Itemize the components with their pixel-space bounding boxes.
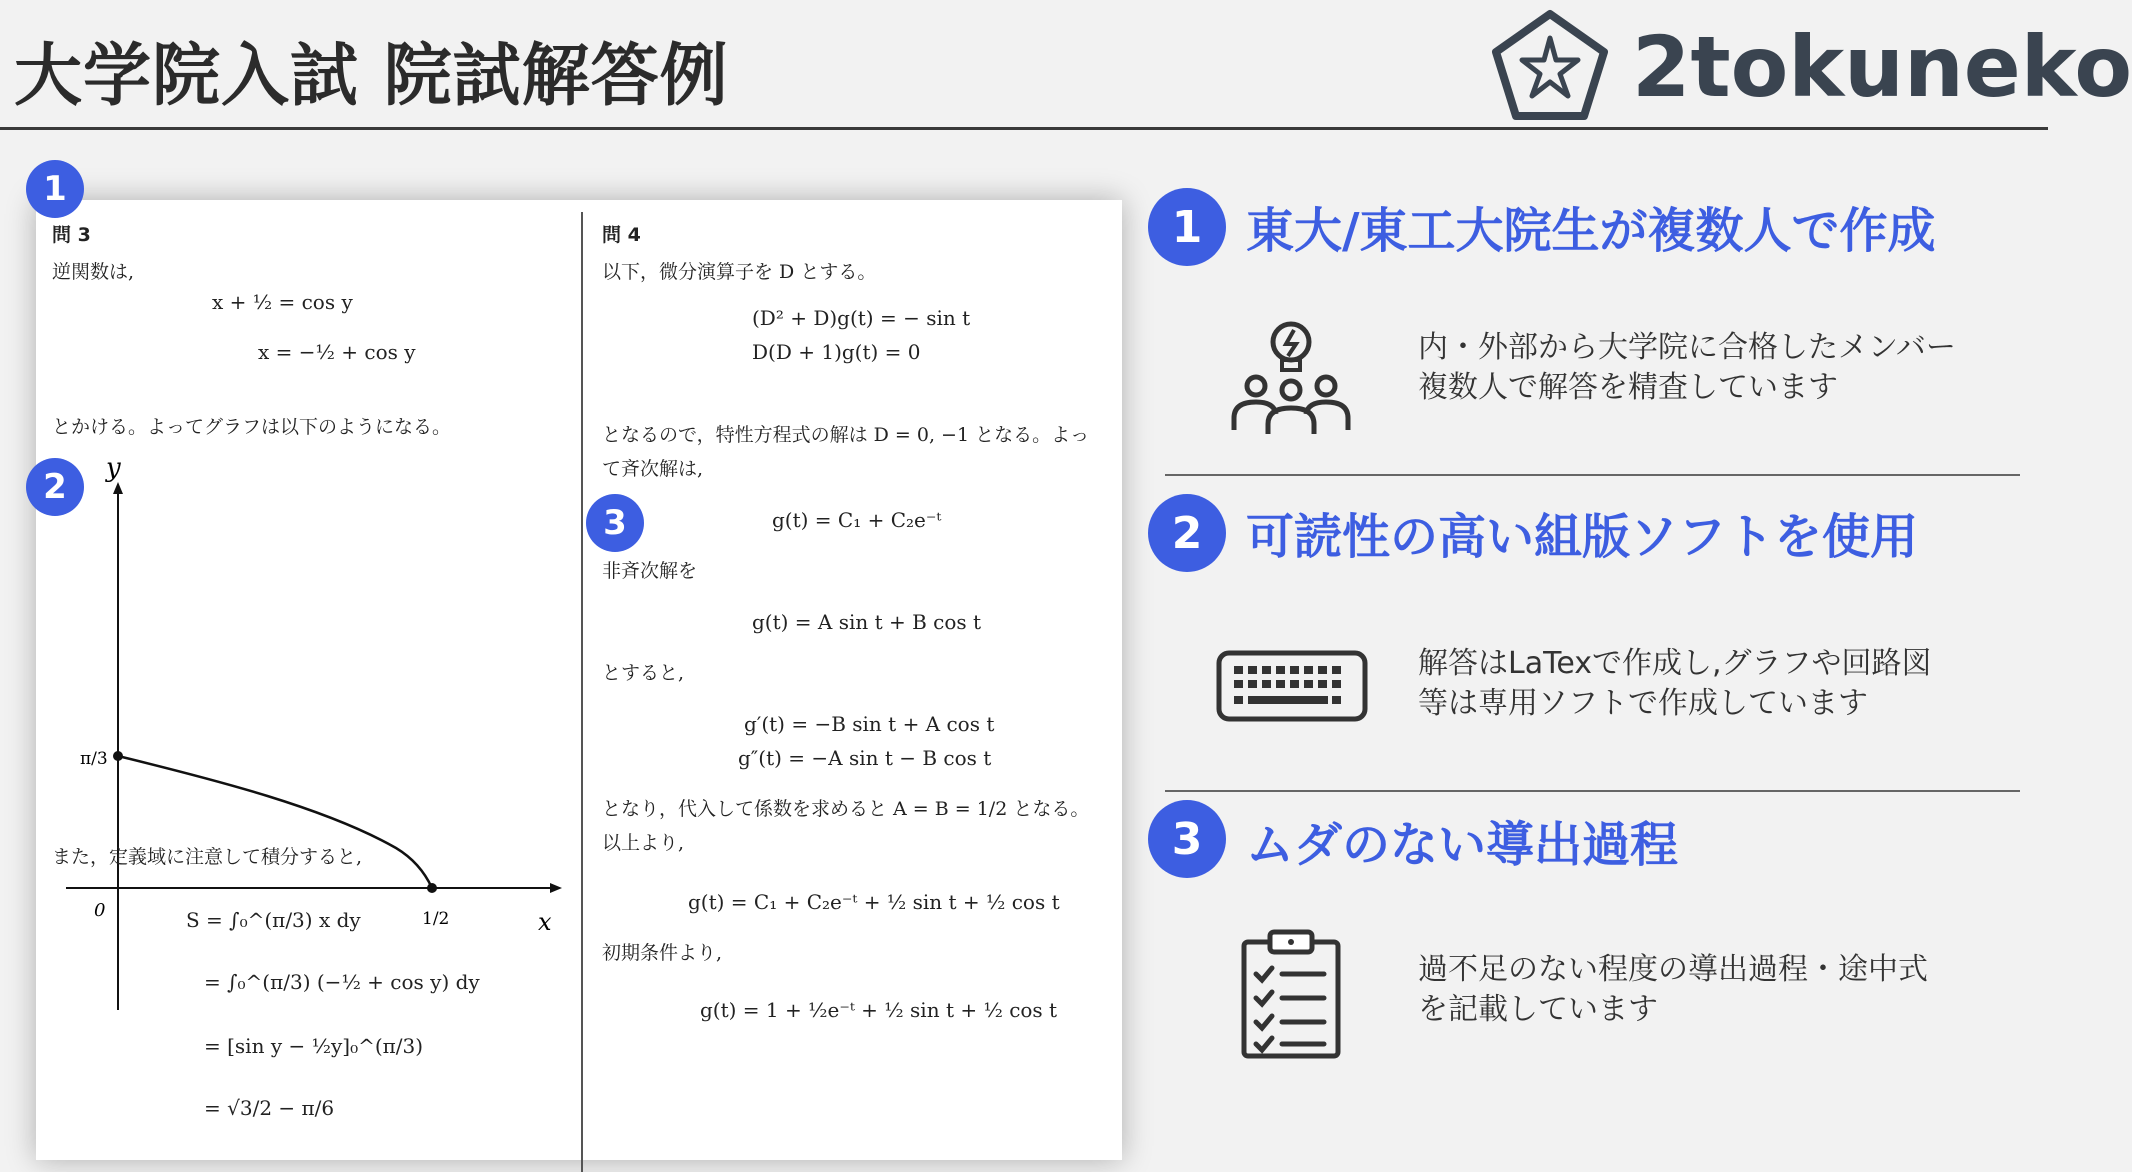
feature-divider-1	[1165, 474, 2020, 476]
q4-ijou: 以上より,	[602, 832, 685, 854]
q3-int4: = √3/2 − π/6	[204, 1096, 335, 1120]
q3-int3: = [sin y − ½y]₀^(π/3)	[204, 1034, 424, 1058]
answer-document	[36, 200, 1122, 1160]
header	[0, 0, 2132, 128]
question-3	[52, 220, 572, 289]
feature-2-number: 2	[1148, 494, 1226, 572]
header-divider	[0, 127, 2048, 130]
q4-final-solution: g(t) = 1 + ½e⁻ᵗ + ½ sin t + ½ cos t	[700, 998, 1058, 1022]
graph-origin: 0	[94, 900, 106, 921]
feature-1-number: 1	[1148, 188, 1226, 266]
feature-3-title: ムダのない導出過程	[1246, 817, 1679, 873]
marker-3: 3	[586, 494, 644, 552]
graph-y-label: y	[106, 453, 121, 483]
feature-2-title: 可読性の高い組版ソフトを使用	[1246, 509, 1919, 565]
q3-after: とかける。よってグラフは以下のようになる。	[52, 416, 452, 438]
point-y-intercept	[113, 751, 123, 761]
feature-2-desc-line2: 等は専用ソフトで作成しています	[1418, 686, 1868, 721]
marker-1: 1	[26, 160, 84, 218]
q3-intro: 逆関数は,	[52, 261, 135, 283]
q4-homogeneous: g(t) = C₁ + C₂e⁻ᵗ	[772, 508, 942, 532]
feature-3-desc-line2: を記載しています	[1418, 992, 1658, 1027]
q4-char-line2: て斉次解は,	[602, 458, 704, 480]
logo-pentagon-icon	[1488, 8, 1612, 124]
x-axis-arrow	[550, 883, 562, 893]
q4-suru: とすると,	[602, 662, 685, 684]
point-x-intercept	[427, 883, 437, 893]
graph-x-label: x	[538, 908, 552, 936]
keyboard-icon	[1216, 650, 1368, 722]
q3-eq1: x + ½ = cos y	[212, 290, 353, 314]
q3-integral-intro: また，定義域に注意して積分すると,	[52, 846, 363, 868]
feature-1-desc-line1: 内・外部から大学院に合格したメンバー	[1418, 330, 1956, 365]
feature-2-desc-line1: 解答はLaTexで作成し,グラフや回路図	[1418, 646, 1932, 681]
feature-1-title: 東大/東工大院生が複数人で作成	[1246, 203, 1936, 259]
q4-heading: 問 4	[602, 224, 641, 246]
q3-eq2: x = −½ + cos y	[258, 340, 416, 364]
graph-y-tick: π/3	[80, 749, 108, 769]
q4-intro: 以下，微分演算子を D とする。	[602, 261, 877, 283]
q4-nonhomog-intro: 非斉次解を	[602, 560, 698, 582]
brand-name: 2tokuneko	[1632, 18, 2132, 116]
feature-divider-2	[1165, 790, 2020, 792]
page-title: 大学院入試 院試解答例	[14, 37, 729, 116]
q3-heading: 問 3	[52, 224, 91, 246]
q4-coef-line: となり，代入して係数を求めると A = B = 1/2 となる。	[602, 798, 1090, 820]
q3-int2: = ∫₀^(π/3) (−½ + cos y) dy	[204, 970, 480, 994]
inverse-function-graph	[66, 453, 566, 1020]
y-axis-arrow	[113, 482, 123, 494]
q3-int1: S = ∫₀^(π/3) x dy	[186, 908, 361, 932]
q4-char-line1: となるので，特性方程式の解は D = 0, −1 となる。よっ	[602, 424, 1090, 446]
feature-3-desc-line1: 過不足のない程度の導出過程・途中式	[1418, 952, 1928, 987]
q4-init-intro: 初期条件より,	[602, 942, 723, 964]
column-divider	[581, 212, 583, 1172]
feature-1-desc-line2: 複数人で解答を精査しています	[1418, 370, 1838, 405]
q4-derivative2: g″(t) = −A sin t − B cos t	[738, 746, 992, 770]
q4-derivative1: g′(t) = −B sin t + A cos t	[744, 712, 995, 736]
checklist-icon	[1240, 928, 1342, 1060]
marker-2: 2	[26, 458, 84, 516]
feature-3-number: 3	[1148, 800, 1226, 878]
graph-x-tick: 1/2	[422, 909, 450, 929]
question-4	[602, 220, 1112, 289]
q4-eq2: D(D + 1)g(t) = 0	[752, 340, 921, 364]
q4-particular: g(t) = A sin t + B cos t	[752, 610, 982, 634]
q4-general-solution: g(t) = C₁ + C₂e⁻ᵗ + ½ sin t + ½ cos t	[688, 890, 1060, 914]
q4-eq1: (D² + D)g(t) = − sin t	[752, 306, 971, 330]
team-idea-icon	[1226, 318, 1356, 438]
